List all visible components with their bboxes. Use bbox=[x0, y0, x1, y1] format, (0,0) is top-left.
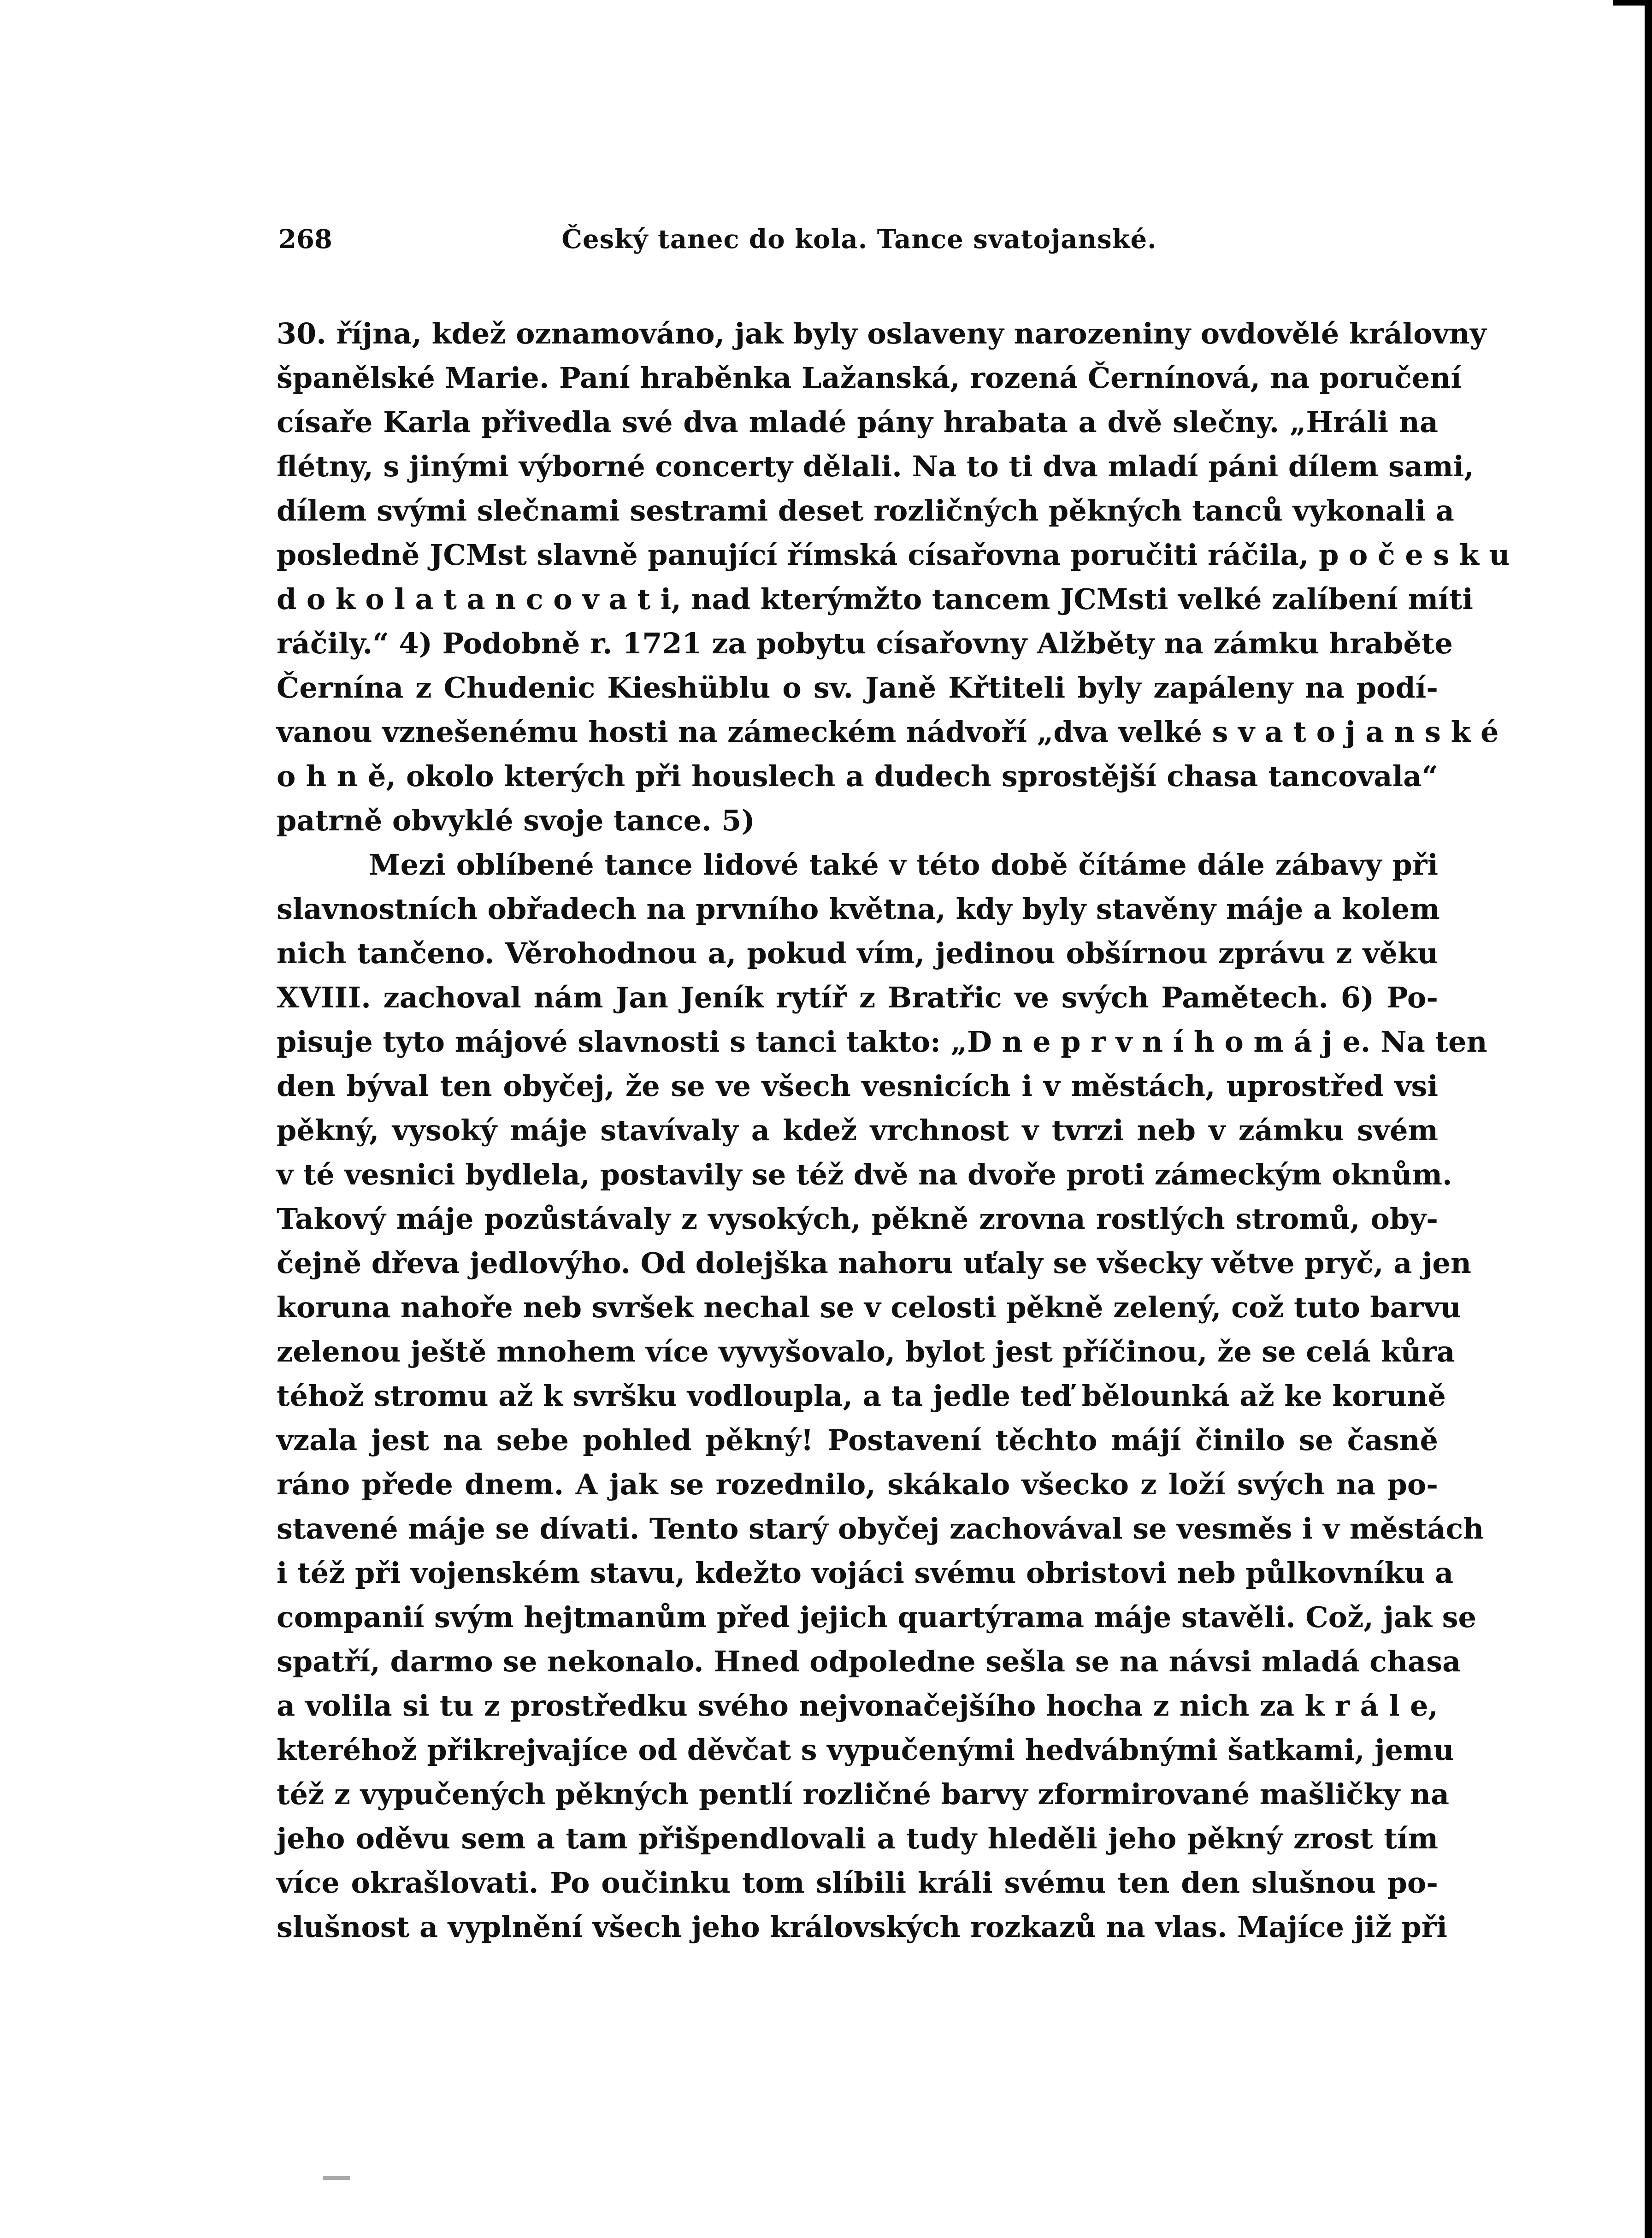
text-line: a volila si tu z prostředku svého nejvonačejšího hocha z nich za k r á l e, bbox=[277, 1689, 1438, 1723]
text-line: 30. října, kdež oznamováno, jak byly oslaveny narozeniny ovdovělé královny bbox=[277, 317, 1487, 350]
text-line: ráno přede dnem. A jak se rozednilo, skákalo všecko z loží svých na po- bbox=[277, 1468, 1438, 1501]
text-line: zelenou ještě mnohem více vyvyšovalo, bylot jest příčinou, že se celá kůra bbox=[277, 1335, 1455, 1368]
text-line: vanou vznešenému hosti na zámeckém nádvoří „dva velké s v a t o j a n s k é bbox=[277, 715, 1499, 749]
text-line: Takový máje pozůstávaly z vysokých, pěkně zrovna rostlých stromů, oby- bbox=[277, 1202, 1438, 1236]
text-line: nich tančeno. Věrohodnou a, pokud vím, jedinou obšírnou zprávu z věku bbox=[277, 936, 1438, 970]
text-line: spatří, darmo se nekonalo. Hned odpoledne sešla se na návsi mladá chasa bbox=[277, 1645, 1461, 1678]
text-line: jeho oděvu sem a tam přišpendlovali a tudy hleděli jeho pěkný zrost tím bbox=[277, 1822, 1438, 1855]
scan-border-right bbox=[1645, 0, 1652, 2238]
running-head bbox=[278, 224, 1440, 266]
scan-smudge bbox=[323, 2176, 350, 2180]
page-number: 268 bbox=[278, 224, 332, 255]
text-line: o h n ě, okolo kterých při houslech a dudech sprostější chasa tancovala“ bbox=[277, 759, 1438, 793]
text-line: dílem svými slečnami sestrami deset rozličných pěkných tanců vykonali a bbox=[277, 494, 1454, 527]
text-line: španělské Marie. Paní hraběnka Lažanská, rozená Černínová, na poručení bbox=[277, 361, 1462, 395]
text-line: den býval ten obyčej, že se ve všech vesnicích i v městách, uprostřed vsi bbox=[277, 1069, 1438, 1103]
text-line: koruna nahoře neb svršek nechal se v celosti pěkně zelený, což tuto barvu bbox=[277, 1291, 1461, 1324]
scan-border-top bbox=[1613, 0, 1652, 6]
text-line: flétny, s jinými výborné concerty dělali. Na to ti dva mladí páni dílem sami, bbox=[277, 450, 1474, 483]
text-line: stavené máje se dívati. Tento starý obyčej zachovával se vesměs i v městách bbox=[277, 1512, 1484, 1545]
text-line: Černína z Chudenic Kieshüblu o sv. Janě Křtiteli byly zapáleny na podí- bbox=[277, 671, 1438, 705]
text-line: pěkný, vysoký máje stavívaly a kdež vrchnost v tvrzi neb v zámku svém bbox=[277, 1113, 1438, 1147]
text-line: posledně JCMst slavně panující římská císařovna poručiti ráčila, p o č e s k u bbox=[277, 538, 1510, 572]
text-line: kteréhož přikrejvajíce od děvčat s vypučenými hedvábnými šatkami, jemu bbox=[277, 1733, 1454, 1767]
text-line: čejně dřeva jedlovýho. Od dolejška nahoru uťaly se všecky větve pryč, a jen bbox=[277, 1246, 1471, 1280]
text-line: pisuje tyto májové slavnosti s tanci takto: „D n e p r v n í h o m á j e. Na ten bbox=[277, 1025, 1487, 1059]
text-line: vzala jest na sebe pohled pěkný! Postavení těchto májí činilo se časně bbox=[277, 1423, 1438, 1457]
text-line: též z vypučených pěkných pentlí rozličné barvy zformirované mašličky na bbox=[277, 1777, 1450, 1811]
text-line: více okrašlovati. Po oučinku tom slíbili králi svému ten den slušnou po- bbox=[277, 1866, 1438, 1900]
text-line: d o k o l a t a n c o v a t i, nad kterýmžto tancem JCMsti velké zalíbení míti bbox=[277, 582, 1473, 616]
text-line: císaře Karla přivedla své dva mladé pány hrabata a dvě slečny. „Hráli na bbox=[277, 405, 1438, 439]
text-line: téhož stromu až k svršku vodloupla, a ta jedle teď bělounká až ke koruně bbox=[277, 1379, 1446, 1413]
text-line-paragraph-end: patrně obvyklé svoje tance. 5) bbox=[277, 804, 755, 837]
text-line: ráčily.“ 4) Podobně r. 1721 za pobytu císařovny Alžběty na zámku hraběte bbox=[277, 627, 1453, 660]
text-line-paragraph-start: Mezi oblíbené tance lidové také v této době čítáme dále zábavy při bbox=[369, 848, 1438, 882]
text-line: slavnostních obřadech na prvního května, kdy byly stavěny máje a kolem bbox=[277, 892, 1440, 926]
text-line: companií svým hejtmanům před jejich quartýrama máje stavěli. Což, jak se bbox=[277, 1600, 1476, 1634]
text-line: slušnost a vyplnění všech jeho královských rozkazů na vlas. Majíce již při bbox=[277, 1910, 1447, 1944]
text-line: XVIII. zachoval nám Jan Jeník rytíř z Bratřic ve svých Pamětech. 6) Po- bbox=[277, 981, 1438, 1014]
body-text bbox=[277, 312, 1510, 1949]
text-line: i též při vojenském stavu, kdežto vojáci svému obristovi neb půlkovníku a bbox=[277, 1556, 1454, 1590]
text-line: v té vesnici bydlela, postavily se též dvě na dvoře proti zámeckým oknům. bbox=[277, 1158, 1452, 1191]
running-title: Český tanec do kola. Tance svatojanské. bbox=[561, 224, 1157, 255]
